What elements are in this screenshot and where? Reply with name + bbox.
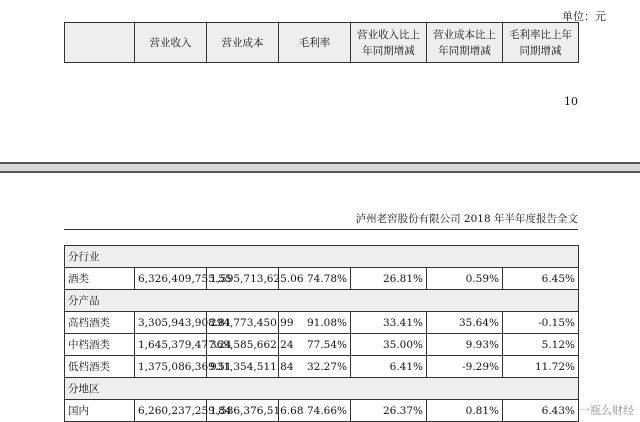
unit-label: 单位：元 (562, 10, 606, 23)
top-header-table (64, 22, 579, 63)
margin-cell: 74.78% (279, 268, 351, 290)
page-number: 10 (564, 95, 578, 108)
cost-change-cell: -9.29% (427, 356, 503, 378)
header-empty-cell (65, 23, 135, 63)
header-margin-change: 毛利率比上年同期增减 (503, 23, 579, 63)
cost-cell: 1,586,376,516.68 (207, 400, 279, 422)
header-cost-change: 营业成本比上年同期增减 (427, 23, 503, 63)
cost-change-cell: 9.93% (427, 334, 503, 356)
margin-change-cell: 6.45% (503, 268, 579, 290)
revenue-change-cell: 6.41% (351, 356, 427, 378)
report-header: 泸州老窖股份有限公司 2018 年半年度报告全文 (64, 211, 578, 230)
row-label: 低档酒类 (65, 356, 135, 378)
section-row (65, 290, 579, 312)
cost-cell: 369,585,662.24 (207, 334, 279, 356)
section-row (65, 246, 579, 268)
row-label: 中档酒类 (65, 334, 135, 356)
section-title: 分地区 (65, 378, 579, 400)
revenue-cell: 6,260,237,259.84 (135, 400, 207, 422)
cost-cell: 1,595,713,625.06 (207, 268, 279, 290)
margin-cell: 77.54% (279, 334, 351, 356)
margin-cell: 74.66% (279, 400, 351, 422)
revenue-change-cell: 35.00% (351, 334, 427, 356)
cost-change-cell: 35.64% (427, 312, 503, 334)
margin-change-cell: 5.12% (503, 334, 579, 356)
table-row (65, 356, 579, 378)
income-breakdown-table (64, 245, 579, 422)
row-label: 高档酒类 (65, 312, 135, 334)
margin-cell: 91.08% (279, 312, 351, 334)
revenue-cell: 3,305,943,908.81 (135, 312, 207, 334)
table-row (65, 268, 579, 290)
table-row (65, 400, 579, 422)
cost-change-cell: 0.81% (427, 400, 503, 422)
margin-change-cell: 6.43% (503, 400, 579, 422)
header-revenue-change: 营业收入比上年同期增减 (351, 23, 427, 63)
revenue-cell: 1,375,086,369.51 (135, 356, 207, 378)
revenue-cell: 1,645,379,477.24 (135, 334, 207, 356)
section-title: 分产品 (65, 290, 579, 312)
page-break-divider (0, 162, 640, 173)
header-row (65, 23, 579, 63)
cost-change-cell: 0.59% (427, 268, 503, 290)
table-row (65, 312, 579, 334)
header-revenue: 营业收入 (135, 23, 207, 63)
section-row (65, 378, 579, 400)
cost-cell: 931,354,511.84 (207, 356, 279, 378)
revenue-change-cell: 26.37% (351, 400, 427, 422)
cost-cell: 294,773,450.99 (207, 312, 279, 334)
row-label: 酒类 (65, 268, 135, 290)
row-label: 国内 (65, 400, 135, 422)
header-gross-margin: 毛利率 (279, 23, 351, 63)
section-title: 分行业 (65, 246, 579, 268)
table-row (65, 334, 579, 356)
margin-change-cell: 11.72% (503, 356, 579, 378)
watermark: 一瓶么财经 (579, 404, 634, 417)
margin-change-cell: -0.15% (503, 312, 579, 334)
revenue-cell: 6,326,409,755.55 (135, 268, 207, 290)
revenue-change-cell: 33.41% (351, 312, 427, 334)
revenue-change-cell: 26.81% (351, 268, 427, 290)
margin-cell: 32.27% (279, 356, 351, 378)
header-cost: 营业成本 (207, 23, 279, 63)
